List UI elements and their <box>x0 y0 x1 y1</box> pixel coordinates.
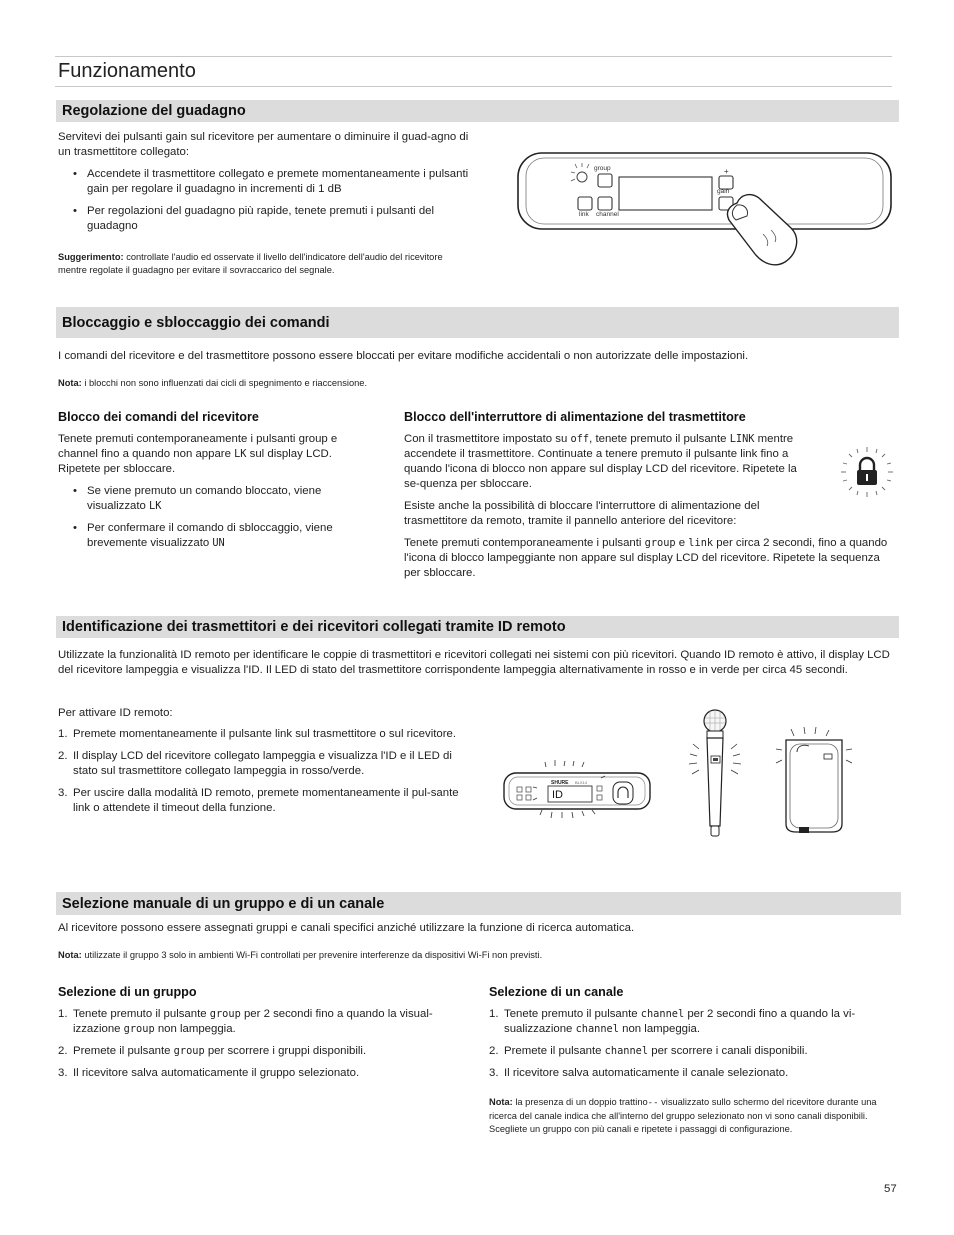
list-item <box>58 786 466 816</box>
text-run: Premete il pulsante <box>73 1045 174 1057</box>
note-label: Nota: <box>58 378 82 388</box>
list-item <box>58 749 466 779</box>
tip-label: Suggerimento: <box>58 252 124 262</box>
code-link: LINK <box>729 433 755 445</box>
text-run: per circa 2 secondi, fino a quando l'icona di blocco lampeggiante non appare sul display LCD del ricevitore. Ripetete la sequenza per sbloccare. <box>404 537 888 579</box>
gain-tip <box>58 251 470 277</box>
section-heading-gain: Regolazione del guadagno <box>56 100 899 122</box>
transmitter-lock-text-1 <box>404 432 814 492</box>
step-number: 1. <box>489 1008 499 1020</box>
code-un: UN <box>212 537 225 549</box>
text-run: per 2 secondi fino a quando la vi-sualizzazione <box>504 1008 856 1035</box>
list-item <box>58 1007 472 1037</box>
text-run: non lampeggia. <box>618 1023 701 1035</box>
lock-icon <box>838 444 896 500</box>
label-group: group <box>594 165 611 172</box>
label-link: link <box>579 211 589 218</box>
title-rule <box>55 86 892 87</box>
channel-note <box>489 1096 889 1136</box>
remote-id-intro: Utilizzate la funzionalità ID remoto per identificare le coppie di trasmettitori e ricevitori collegati nei sistemi con più ricevitori. Quando ID remoto è attivo, il display LCD del ricevitore lampeggia e visualizza l'ID. Il LED di stato del trasmettitore corrispondente lampeggia alternativamente in rosso e in verde per circa 45 secondi. <box>58 649 890 676</box>
code-group: group <box>209 1008 241 1020</box>
list-item <box>58 204 470 234</box>
code-off: off <box>570 433 590 445</box>
section-heading-remote-id: Identificazione dei trasmettitori e dei ricevitori collegati tramite ID remoto <box>56 616 899 638</box>
gain-bullet-text: Per regolazioni del guadagno più rapide, tenete premuti i pulsanti del guadagno <box>87 205 435 232</box>
page-number: 57 <box>884 1183 897 1195</box>
code-lk: LK <box>149 500 162 512</box>
remote-id-lead: Per attivare ID remoto: <box>58 707 173 719</box>
gain-intro: Servitevi dei pulsanti gain sul ricevitore per aumentare o diminuire il guad-agno di un trasmettitore collegato: <box>58 131 469 158</box>
group-steps <box>58 1007 472 1088</box>
step-text: Per uscire dalla modalità ID remoto, premete momentaneamente il pul-sante link o attendete il timeout della funzione. <box>73 787 459 814</box>
page-title: Funzionamento <box>58 60 196 82</box>
note-text: i blocchi non sono influenzati dai cicli di spegnimento e riaccensione. <box>81 378 368 388</box>
label-plus: + <box>724 167 729 176</box>
gain-bullet-text: Accendete il trasmettitore collegato e premete momentaneamente i pulsanti gain per regolare il guadagno in incrementi di 1 dB <box>87 168 469 195</box>
transmitter-lock-text-2: Esiste anche la possibilità di bloccare l'interruttore di alimentazione del trasmettitore da remoto, tramite il pannello anteriore del ricevitore: <box>404 500 760 527</box>
step-number: 2. <box>58 750 68 762</box>
text-run: visualizzato sullo schermo del ricevitore durante una ricerca del canale indica che all'interno del gruppo selezionato non vi sono canali disponibili. Scegliete un gruppo con più canali e ripetete i passaggi di configurazione. <box>489 1097 877 1134</box>
list-item <box>489 1066 893 1081</box>
step-number: 1. <box>58 1008 68 1020</box>
code-channel: channel <box>604 1045 649 1057</box>
list-item <box>58 727 466 742</box>
label-channel: channel <box>596 211 619 218</box>
text-run: e <box>675 537 689 549</box>
lcd-id-text: ID <box>552 789 563 801</box>
channel-selection-heading: Selezione di un canale <box>489 985 624 999</box>
text-run: Tenete premuti contemporaneamente i pulsanti <box>404 537 645 549</box>
text-run: per scorrere i canali disponibili. <box>648 1045 808 1057</box>
list-item <box>489 1007 893 1037</box>
step-number: 3. <box>58 1067 68 1079</box>
list-item <box>58 167 470 197</box>
step-text: Il display LCD del ricevitore collegato lampeggia e visualizza l'ID e il LED di stato sul trasmettitore collegato lampeggia in rosso/verde. <box>73 750 452 777</box>
code-channel: channel <box>640 1008 685 1020</box>
text-run: Per confermare il comando di sbloccaggio, viene brevemente visualizzato <box>87 522 333 549</box>
list-item <box>58 484 370 514</box>
list-item <box>58 521 370 551</box>
code-group: group <box>123 1023 155 1035</box>
step-number: 2. <box>58 1045 68 1057</box>
code-double-dash: -- <box>647 1098 659 1108</box>
manual-note <box>58 949 898 962</box>
text-run: , tenete premuto il pulsante <box>589 433 730 445</box>
group-selection-heading: Selezione di un gruppo <box>58 985 197 999</box>
list-item <box>58 1044 472 1059</box>
step-number: 3. <box>58 787 68 799</box>
note-text: utilizzate il gruppo 3 solo in ambienti Wi-Fi controllati per prevenire interferenze da dispositivi Wi-Fi non previsti. <box>81 950 543 960</box>
code-group: group <box>173 1045 205 1057</box>
text-run: sul display LCD. Ripetete per sbloccare. <box>58 448 332 475</box>
list-item <box>489 1044 893 1059</box>
text-run: mentre accendete il trasmettitore. Continuate a tenere premuto il pulsante link fino a quando l'icona di blocco non appare sul display LCD del ricevitore. Ripetete la se-quenza per sbloccare. <box>404 433 797 490</box>
code-channel: channel <box>575 1023 619 1035</box>
receiver-lock-bullets <box>58 484 370 558</box>
note-label: Nota: <box>58 950 82 960</box>
remote-id-steps <box>58 727 466 823</box>
top-rule <box>55 56 892 57</box>
text-run: Tenete premuto il pulsante <box>73 1008 210 1020</box>
step-text: Premete momentaneamente il pulsante link sul trasmettitore o sul ricevitore. <box>73 728 457 740</box>
lock-intro: I comandi del ricevitore e del trasmettitore possono essere bloccati per evitare modifiche accidentali o non autorizzate delle impostazioni. <box>58 350 749 362</box>
text-run: Il ricevitore salva automaticamente il canale selezionato. <box>504 1067 789 1079</box>
code-link: link <box>688 537 714 549</box>
text-run: la presenza di un doppio trattino <box>512 1097 648 1107</box>
text-run: Il ricevitore salva automaticamente il gruppo selezionato. <box>73 1067 360 1079</box>
transmitter-lock-text-3 <box>404 536 892 581</box>
code-group: group <box>644 537 676 549</box>
model-label: BLX14 <box>575 780 588 785</box>
step-number: 2. <box>489 1045 499 1057</box>
text-run: Tenete premuti contemporaneamente i pulsanti group e channel fino a quando non appare <box>58 433 338 460</box>
tip-text: controllate l'audio ed osservate il livello dell'indicatore dell'audio del ricevitore mentre regolate il guadagno per evitare il sovraccarico del segnale. <box>58 252 443 275</box>
step-number: 3. <box>489 1067 499 1079</box>
lock-note <box>58 377 898 390</box>
text-run: non lampeggia. <box>154 1023 236 1035</box>
note-label: Nota: <box>489 1097 513 1107</box>
section-heading-manual: Selezione manuale di un gruppo e di un canale <box>56 892 901 915</box>
text-run: Premete il pulsante <box>504 1045 605 1057</box>
receiver-lock-heading: Blocco dei comandi del ricevitore <box>58 410 259 424</box>
code-lk: LK <box>234 448 247 460</box>
text-run: per 2 secondi fino a quando la visual-izzazione <box>73 1008 433 1035</box>
remote-id-illustration <box>497 706 882 844</box>
brand-label: SHURE <box>551 780 569 786</box>
label-gain: gain <box>717 188 730 195</box>
receiver-gain-illustration <box>515 150 895 268</box>
section-heading-lock: Bloccaggio e sbloccaggio dei comandi <box>56 307 899 338</box>
receiver-lock-text <box>58 432 370 477</box>
step-number: 1. <box>58 728 68 740</box>
manual-intro: Al ricevitore possono essere assegnati gruppi e canali specifici anziché utilizzare la funzione di ricerca automatica. <box>58 922 635 934</box>
channel-steps <box>489 1007 893 1088</box>
gain-bullet-list <box>58 167 470 241</box>
transmitter-lock-heading: Blocco dell'interruttore di alimentazione del trasmettitore <box>404 410 746 424</box>
text-run: Con il trasmettitore impostato su <box>404 433 571 445</box>
text-run: Se viene premuto un comando bloccato, viene visualizzato <box>87 485 322 512</box>
text-run: per scorrere i gruppi disponibili. <box>204 1045 367 1057</box>
list-item <box>58 1066 472 1081</box>
text-run: Tenete premuto il pulsante <box>504 1008 641 1020</box>
